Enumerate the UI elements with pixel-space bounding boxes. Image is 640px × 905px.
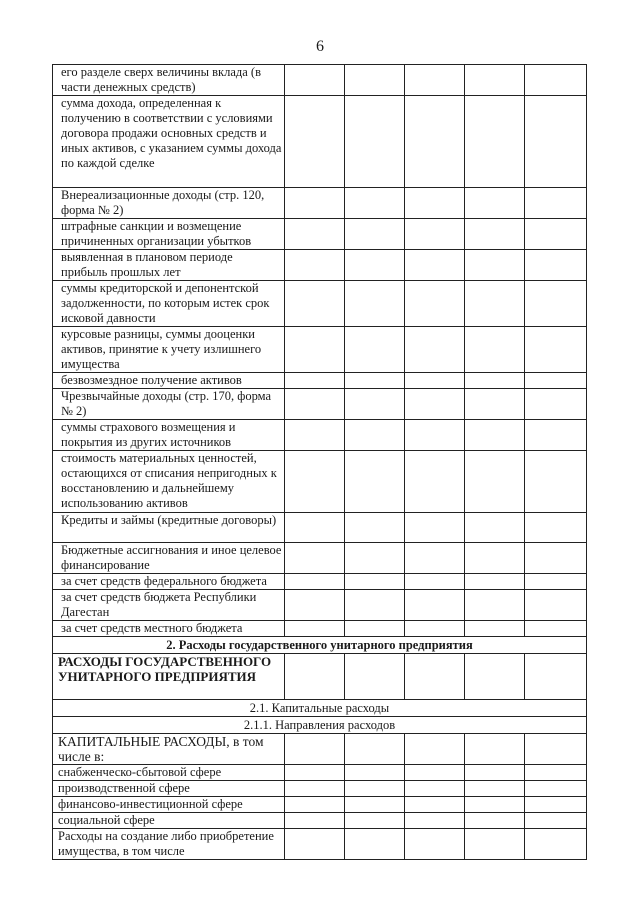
section-heading-title: 2. Расходы государственного унитарного предприятия bbox=[53, 637, 587, 654]
value-cell[interactable] bbox=[465, 65, 525, 96]
value-cell[interactable] bbox=[405, 829, 465, 860]
value-cell[interactable] bbox=[285, 513, 345, 543]
value-cell[interactable] bbox=[285, 590, 345, 621]
value-cell[interactable] bbox=[285, 654, 345, 700]
value-cell[interactable] bbox=[345, 420, 405, 451]
row-label: Чрезвычайные доходы (стр. 170, форма № 2) bbox=[53, 389, 285, 420]
value-cell[interactable] bbox=[465, 327, 525, 373]
row-label: Кредиты и займы (кредитные договоры) bbox=[53, 513, 285, 543]
value-cell[interactable] bbox=[345, 813, 405, 829]
value-cell[interactable] bbox=[345, 621, 405, 637]
value-cell[interactable] bbox=[405, 420, 465, 451]
value-cell[interactable] bbox=[525, 420, 587, 451]
value-cell[interactable] bbox=[345, 734, 405, 765]
value-cell[interactable] bbox=[465, 734, 525, 765]
table-row bbox=[53, 451, 587, 513]
value-cell[interactable] bbox=[465, 188, 525, 219]
value-cell[interactable] bbox=[525, 219, 587, 250]
value-cell[interactable] bbox=[465, 389, 525, 420]
row-label: стоимость материальных ценностей, остающихся от списания непригодных к восстановлению и дальнейшему использованию активов bbox=[53, 451, 285, 513]
value-cell[interactable] bbox=[345, 829, 405, 860]
table-row bbox=[53, 543, 587, 574]
value-cell[interactable] bbox=[285, 765, 345, 781]
value-cell[interactable] bbox=[345, 389, 405, 420]
table-row bbox=[53, 797, 587, 813]
subsection-heading-title: 2.1.1. Направления расходов bbox=[53, 717, 587, 734]
value-cell[interactable] bbox=[345, 281, 405, 327]
row-label: безвозмездное получение активов bbox=[53, 373, 285, 389]
value-cell[interactable] bbox=[465, 219, 525, 250]
value-cell[interactable] bbox=[285, 281, 345, 327]
value-cell[interactable] bbox=[345, 96, 405, 188]
value-cell[interactable] bbox=[285, 420, 345, 451]
value-cell[interactable] bbox=[285, 250, 345, 281]
row-label: суммы страхового возмещения и покрытия из других источников bbox=[53, 420, 285, 451]
value-cell[interactable] bbox=[465, 765, 525, 781]
value-cell[interactable] bbox=[405, 590, 465, 621]
value-cell[interactable] bbox=[465, 797, 525, 813]
table-row bbox=[53, 781, 587, 797]
row-label: РАСХОДЫ ГОСУДАРСТВЕННОГО УНИТАРНОГО ПРЕДПРИЯТИЯ bbox=[53, 654, 285, 700]
value-cell[interactable] bbox=[405, 765, 465, 781]
value-cell[interactable] bbox=[405, 65, 465, 96]
row-label: за счет средств местного бюджета bbox=[53, 621, 285, 637]
value-cell[interactable] bbox=[525, 781, 587, 797]
value-cell[interactable] bbox=[345, 188, 405, 219]
value-cell[interactable] bbox=[285, 451, 345, 513]
row-label: за счет средств федерального бюджета bbox=[53, 574, 285, 590]
value-cell[interactable] bbox=[285, 327, 345, 373]
value-cell[interactable] bbox=[345, 250, 405, 281]
table-row bbox=[53, 420, 587, 451]
value-cell[interactable] bbox=[405, 797, 465, 813]
value-cell[interactable] bbox=[405, 654, 465, 700]
row-label: штрафные санкции и возмещение причиненных организации убытков bbox=[53, 219, 285, 250]
value-cell[interactable] bbox=[285, 373, 345, 389]
table-row bbox=[53, 188, 587, 219]
value-cell[interactable] bbox=[465, 574, 525, 590]
value-cell[interactable] bbox=[465, 96, 525, 188]
value-cell[interactable] bbox=[285, 219, 345, 250]
value-cell[interactable] bbox=[345, 543, 405, 574]
value-cell[interactable] bbox=[405, 96, 465, 188]
table-row bbox=[53, 281, 587, 327]
table-row bbox=[53, 734, 587, 765]
value-cell[interactable] bbox=[465, 590, 525, 621]
value-cell[interactable] bbox=[405, 327, 465, 373]
value-cell[interactable] bbox=[465, 543, 525, 574]
value-cell[interactable] bbox=[405, 781, 465, 797]
value-cell[interactable] bbox=[525, 574, 587, 590]
value-cell[interactable] bbox=[405, 389, 465, 420]
value-cell[interactable] bbox=[525, 590, 587, 621]
row-label: производственной сфере bbox=[53, 781, 285, 797]
value-cell[interactable] bbox=[525, 513, 587, 543]
value-cell[interactable] bbox=[345, 451, 405, 513]
table-row bbox=[53, 373, 587, 389]
value-cell[interactable] bbox=[285, 96, 345, 188]
value-cell[interactable] bbox=[465, 621, 525, 637]
value-cell[interactable] bbox=[525, 734, 587, 765]
value-cell[interactable] bbox=[345, 373, 405, 389]
value-cell[interactable] bbox=[525, 621, 587, 637]
value-cell[interactable] bbox=[405, 451, 465, 513]
row-label: КАПИТАЛЬНЫЕ РАСХОДЫ, в том числе в: bbox=[53, 734, 285, 765]
row-label: его разделе сверх величины вклада (в части денежных средств) bbox=[53, 65, 285, 96]
value-cell[interactable] bbox=[285, 543, 345, 574]
value-cell[interactable] bbox=[525, 797, 587, 813]
table-row bbox=[53, 219, 587, 250]
value-cell[interactable] bbox=[285, 813, 345, 829]
table-row bbox=[53, 621, 587, 637]
value-cell[interactable] bbox=[285, 829, 345, 860]
row-label: суммы кредиторской и депонентской задолженности, по которым истек срок исковой давности bbox=[53, 281, 285, 327]
value-cell[interactable] bbox=[285, 781, 345, 797]
table-row bbox=[53, 250, 587, 281]
value-cell[interactable] bbox=[285, 389, 345, 420]
value-cell[interactable] bbox=[525, 389, 587, 420]
value-cell[interactable] bbox=[405, 543, 465, 574]
row-label: за счет средств бюджета Республики Дагестан bbox=[53, 590, 285, 621]
section-heading bbox=[53, 637, 587, 654]
value-cell[interactable] bbox=[405, 734, 465, 765]
finance-table bbox=[52, 64, 587, 860]
subsection-heading bbox=[53, 717, 587, 734]
value-cell[interactable] bbox=[465, 420, 525, 451]
value-cell[interactable] bbox=[405, 250, 465, 281]
value-cell[interactable] bbox=[405, 373, 465, 389]
table-row bbox=[53, 574, 587, 590]
value-cell[interactable] bbox=[465, 513, 525, 543]
value-cell[interactable] bbox=[345, 65, 405, 96]
row-label: курсовые разницы, суммы дооценки активов, принятие к учету излишнего имущества bbox=[53, 327, 285, 373]
value-cell[interactable] bbox=[525, 373, 587, 389]
value-cell[interactable] bbox=[405, 281, 465, 327]
table-row bbox=[53, 590, 587, 621]
value-cell[interactable] bbox=[465, 451, 525, 513]
value-cell[interactable] bbox=[465, 373, 525, 389]
value-cell[interactable] bbox=[465, 829, 525, 860]
value-cell[interactable] bbox=[345, 513, 405, 543]
value-cell[interactable] bbox=[405, 219, 465, 250]
value-cell[interactable] bbox=[525, 654, 587, 700]
value-cell[interactable] bbox=[525, 96, 587, 188]
value-cell[interactable] bbox=[285, 734, 345, 765]
value-cell[interactable] bbox=[465, 250, 525, 281]
table-row bbox=[53, 765, 587, 781]
row-label: снабженческо-сбытовой сфере bbox=[53, 765, 285, 781]
value-cell[interactable] bbox=[345, 219, 405, 250]
value-cell[interactable] bbox=[525, 765, 587, 781]
value-cell[interactable] bbox=[285, 574, 345, 590]
subsection-heading bbox=[53, 700, 587, 717]
value-cell[interactable] bbox=[285, 188, 345, 219]
subsection-heading-title: 2.1. Капитальные расходы bbox=[53, 700, 587, 717]
value-cell[interactable] bbox=[525, 188, 587, 219]
value-cell[interactable] bbox=[525, 829, 587, 860]
value-cell[interactable] bbox=[525, 451, 587, 513]
table-row bbox=[53, 389, 587, 420]
row-label: Расходы на создание либо приобретение имущества, в том числе bbox=[53, 829, 285, 860]
value-cell[interactable] bbox=[285, 621, 345, 637]
value-cell[interactable] bbox=[345, 654, 405, 700]
value-cell[interactable] bbox=[465, 281, 525, 327]
value-cell[interactable] bbox=[345, 781, 405, 797]
row-label: Бюджетные ассигнования и иное целевое финансирование bbox=[53, 543, 285, 574]
value-cell[interactable] bbox=[285, 65, 345, 96]
table-row bbox=[53, 813, 587, 829]
value-cell[interactable] bbox=[525, 65, 587, 96]
table-row bbox=[53, 654, 587, 700]
row-label: сумма дохода, определенная к получению в соответствии с условиями договора продажи основных средств и иных активов, с указанием суммы дохода по каждой сделке bbox=[53, 96, 285, 188]
document-sheet bbox=[52, 64, 586, 860]
value-cell[interactable] bbox=[465, 813, 525, 829]
value-cell[interactable] bbox=[465, 654, 525, 700]
value-cell[interactable] bbox=[525, 813, 587, 829]
row-label: финансово-инвестиционной сфере bbox=[53, 797, 285, 813]
table-row bbox=[53, 65, 587, 96]
value-cell[interactable] bbox=[345, 765, 405, 781]
value-cell[interactable] bbox=[525, 281, 587, 327]
value-cell[interactable] bbox=[525, 250, 587, 281]
value-cell[interactable] bbox=[405, 513, 465, 543]
value-cell[interactable] bbox=[345, 797, 405, 813]
value-cell[interactable] bbox=[345, 574, 405, 590]
table-row bbox=[53, 513, 587, 543]
row-label: выявленная в плановом периоде прибыль прошлых лет bbox=[53, 250, 285, 281]
value-cell[interactable] bbox=[405, 621, 465, 637]
value-cell[interactable] bbox=[465, 781, 525, 797]
row-label: социальной сфере bbox=[53, 813, 285, 829]
row-label: Внереализационные доходы (стр. 120, форма № 2) bbox=[53, 188, 285, 219]
value-cell[interactable] bbox=[285, 797, 345, 813]
value-cell[interactable] bbox=[525, 327, 587, 373]
value-cell[interactable] bbox=[405, 188, 465, 219]
table-row bbox=[53, 829, 587, 860]
page-number: 6 bbox=[316, 38, 324, 55]
table-row bbox=[53, 327, 587, 373]
value-cell[interactable] bbox=[405, 813, 465, 829]
table-row bbox=[53, 96, 587, 188]
value-cell[interactable] bbox=[345, 327, 405, 373]
value-cell[interactable] bbox=[405, 574, 465, 590]
value-cell[interactable] bbox=[525, 543, 587, 574]
value-cell[interactable] bbox=[345, 590, 405, 621]
